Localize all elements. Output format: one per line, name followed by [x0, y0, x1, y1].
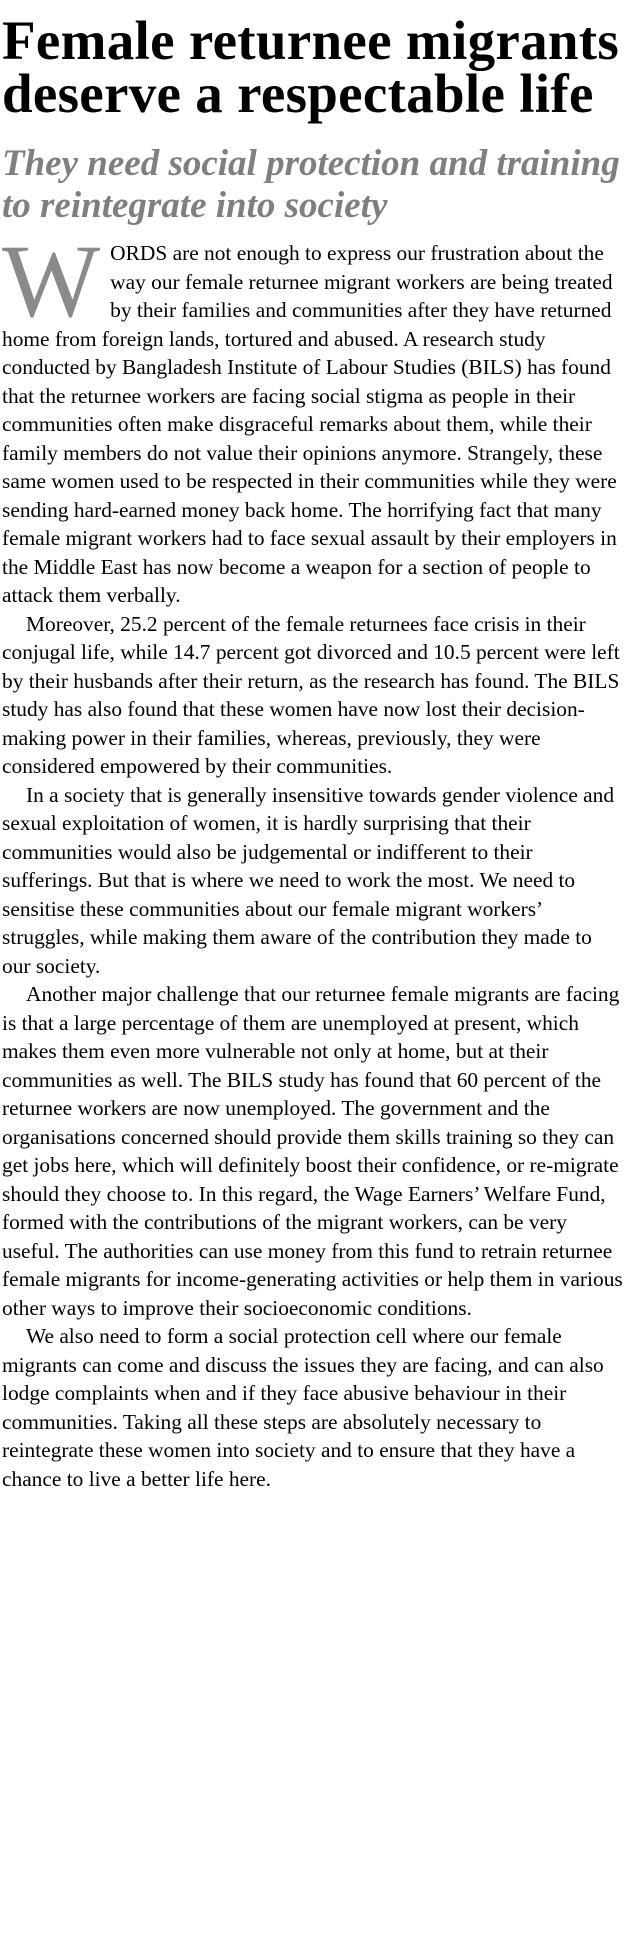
paragraph-4: Another major challenge that our returnee female migrants are facing is that a large percentage of them are unemployed at present, which makes them even more vulnerable not only at home, but at their communities as well. The BILS study has found that 60 percent of the returnee workers are now unemployed. The government and the organisations concerned should provide them skills training so they can get jobs here, which will definitely boost their confidence, or re-migrate should they choose to. In this regard, the Wage Earners’ Welfare Fund, formed with the contributions of the migrant workers, can be very useful. The authorities can use money from this fund to retrain returnee female migrants for income-generating activities or help them in various other ways to improve their socioeconomic conditions. — [2, 982, 623, 1320]
headline: Female returnee migrants deserve a respectable life — [2, 10, 620, 124]
paragraph-1 — [2, 224, 624, 610]
article — [2, 0, 624, 1493]
drop-cap: W — [2, 224, 101, 339]
article-body — [2, 224, 624, 1493]
paragraph-3: In a society that is generally insensitive towards gender violence and sexual exploitation of women, it is hardly surprising that their communities would also be judgemental or indifferent to their sufferings. But that is where we need to work the most. We need to sensitise these communities about our female migrant workers’ struggles, while making them aware of the contribution they made to our society. — [2, 782, 615, 978]
paragraph-2: Moreover, 25.2 percent of the female returnees face crisis in their conjugal life, while 14.7 percent got divorced and 10.5 percent were left by their husbands after their return, as the research has found. The BILS study has also found that these women have now lost their decision-making power in their families, whereas, previously, they were considered empowered by their communities. — [2, 611, 620, 778]
paragraph-1-text: ORDS are not enough to express our frustration about the way our female returnee migrant workers are being treated by their families and communities after they have returned home from foreign lands, tortured and abused. A research study conducted by Bangladesh Institute of Labour Studies (BILS) has found that the returnee workers are facing social stigma as people in their communities often make disgraceful remarks about them, while their family members do not value their opinions anymore. Strangely, these same women used to be respected in their communities while they were sending hard-earned money back home. The horrifying fact that many female migrant workers had to face sexual assault by their employers in the Middle East has now become a weapon for a section of people to attack them verbally. — [2, 241, 617, 607]
paragraph-5: We also need to form a social protection cell where our female migrants can come and discuss the issues they are facing, and can also lodge complaints when and if they face abusive behaviour in their communities. Taking all these steps are absolutely necessary to reintegrate these women into society and to ensure that they have a chance to live a better life here. — [2, 1324, 604, 1491]
subheadline: They need social protection and training to reintegrate into society — [2, 143, 620, 226]
